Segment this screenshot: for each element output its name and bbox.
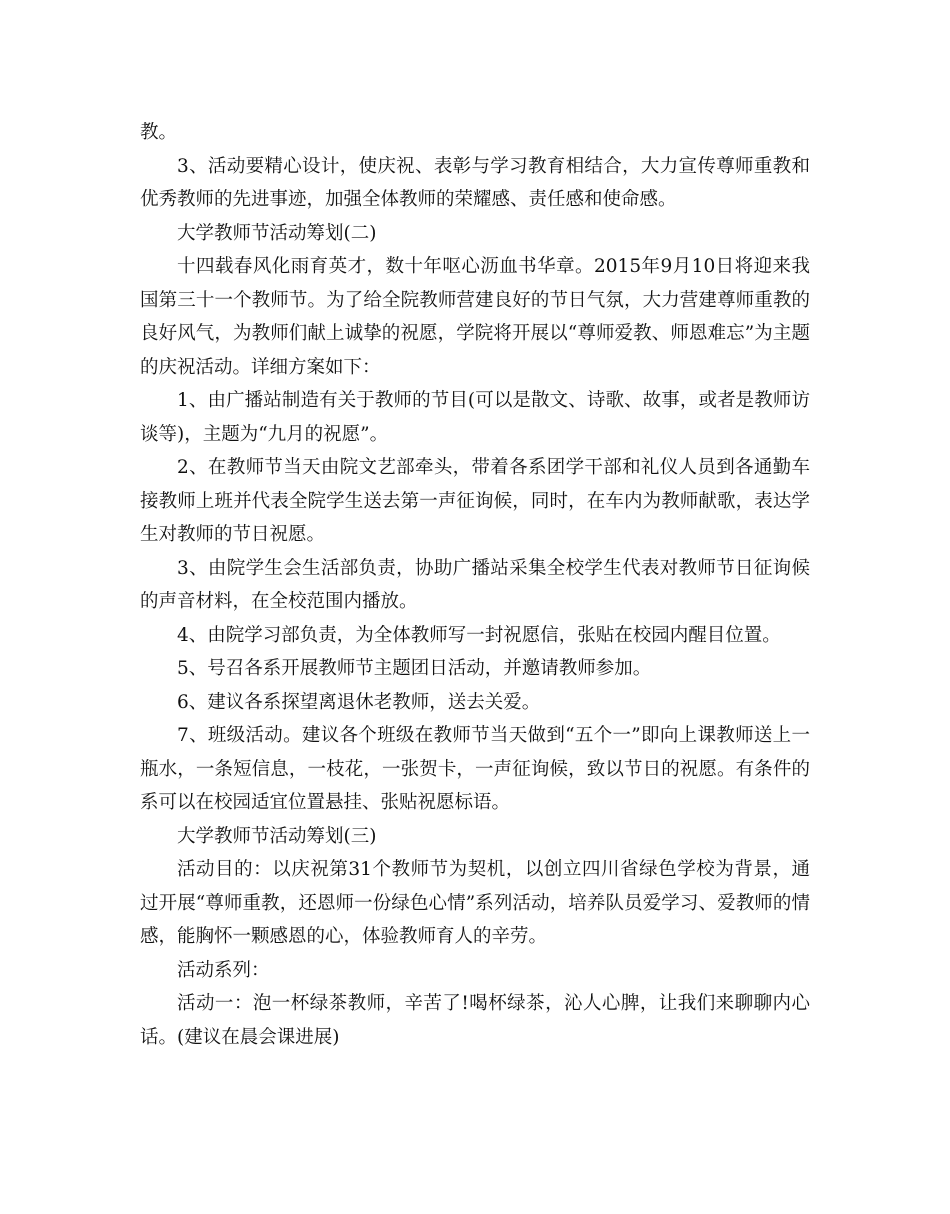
paragraph-activity-1: 活动一：泡一杯绿茶教师，辛苦了!喝杯绿茶，沁人心脾，让我们来聊聊内心话。(建议在晨会课进展)	[140, 993, 810, 1048]
section-heading-3: 大学教师节活动筹划(三)	[177, 825, 377, 847]
paragraph-item-5: 5、号召各系开展教师节主题团日活动，并邀请教师参加。	[177, 658, 652, 679]
paragraph-item-6: 6、建议各系探望离退休老教师，送去关爱。	[177, 691, 541, 713]
paragraph-item-7: 7、班级活动。建议各个班级在教师节当天做到“五个一”即向上课教师送上一瓶水，一条短信息，一枝花，一张贺卡，一声征询候，致以节日的祝愿。有条件的系可以在校园适宜位置悬挂、张贴祝愿标语。	[140, 725, 810, 813]
paragraph-intro: 十四载春风化雨育英才，数十年呕心沥血书华章。2015年9月10日将迎来我国第三十一个教师节。为了给全院教师营建良好的节日气氛，大力营建尊师重教的良好风气，为教师们献上诚挚的祝愿，学院将开展以“尊师爱教、师恩难忘”为主题的庆祝活动。详细方案如下：	[140, 256, 810, 378]
paragraph-item-1: 1、由广播站制造有关于教师的节目(可以是散文、诗歌、故事，或者是教师访谈等)，主题为“九月的祝愿”。	[140, 390, 810, 445]
paragraph-item-4: 4、由院学习部负责，为全体教师写一封祝愿信，张贴在校园内醒目位置。	[177, 624, 781, 646]
paragraph-purpose: 活动目的：以庆祝第31个教师节为契机，以创立四川省绿色学校为背景，通过开展“尊师重教，还恩师一份绿色心情”系列活动，培养队员爱学习、爱教师的情感，能胸怀一颗感恩的心，体验教师育人的辛劳。	[140, 859, 810, 947]
section-heading-2: 大学教师节活动筹划(二)	[177, 222, 377, 244]
paragraph-item-3: 3、活动要精心设计，使庆祝、表彰与学习教育相结合，大力宣传尊师重教和优秀教师的先进事迹，加强全体教师的荣耀感、责任感和使命感。	[140, 155, 810, 210]
paragraph-continuation: 教。	[140, 122, 178, 143]
paragraph-item-2: 2、在教师节当天由院文艺部牵头，带着各系团学干部和礼仪人员到各通勤车接教师上班并代表全院学生送去第一声征询候，同时，在车内为教师献歌，表达学生对教师的节日祝愿。	[140, 457, 810, 545]
paragraph-series-label: 活动系列：	[177, 959, 270, 981]
document-body	[140, 116, 810, 1054]
paragraph-item-3b: 3、由院学生会生活部负责，协助广播站采集全校学生代表对教师节日征询候的声音材料，在全校范围内播放。	[140, 557, 810, 612]
